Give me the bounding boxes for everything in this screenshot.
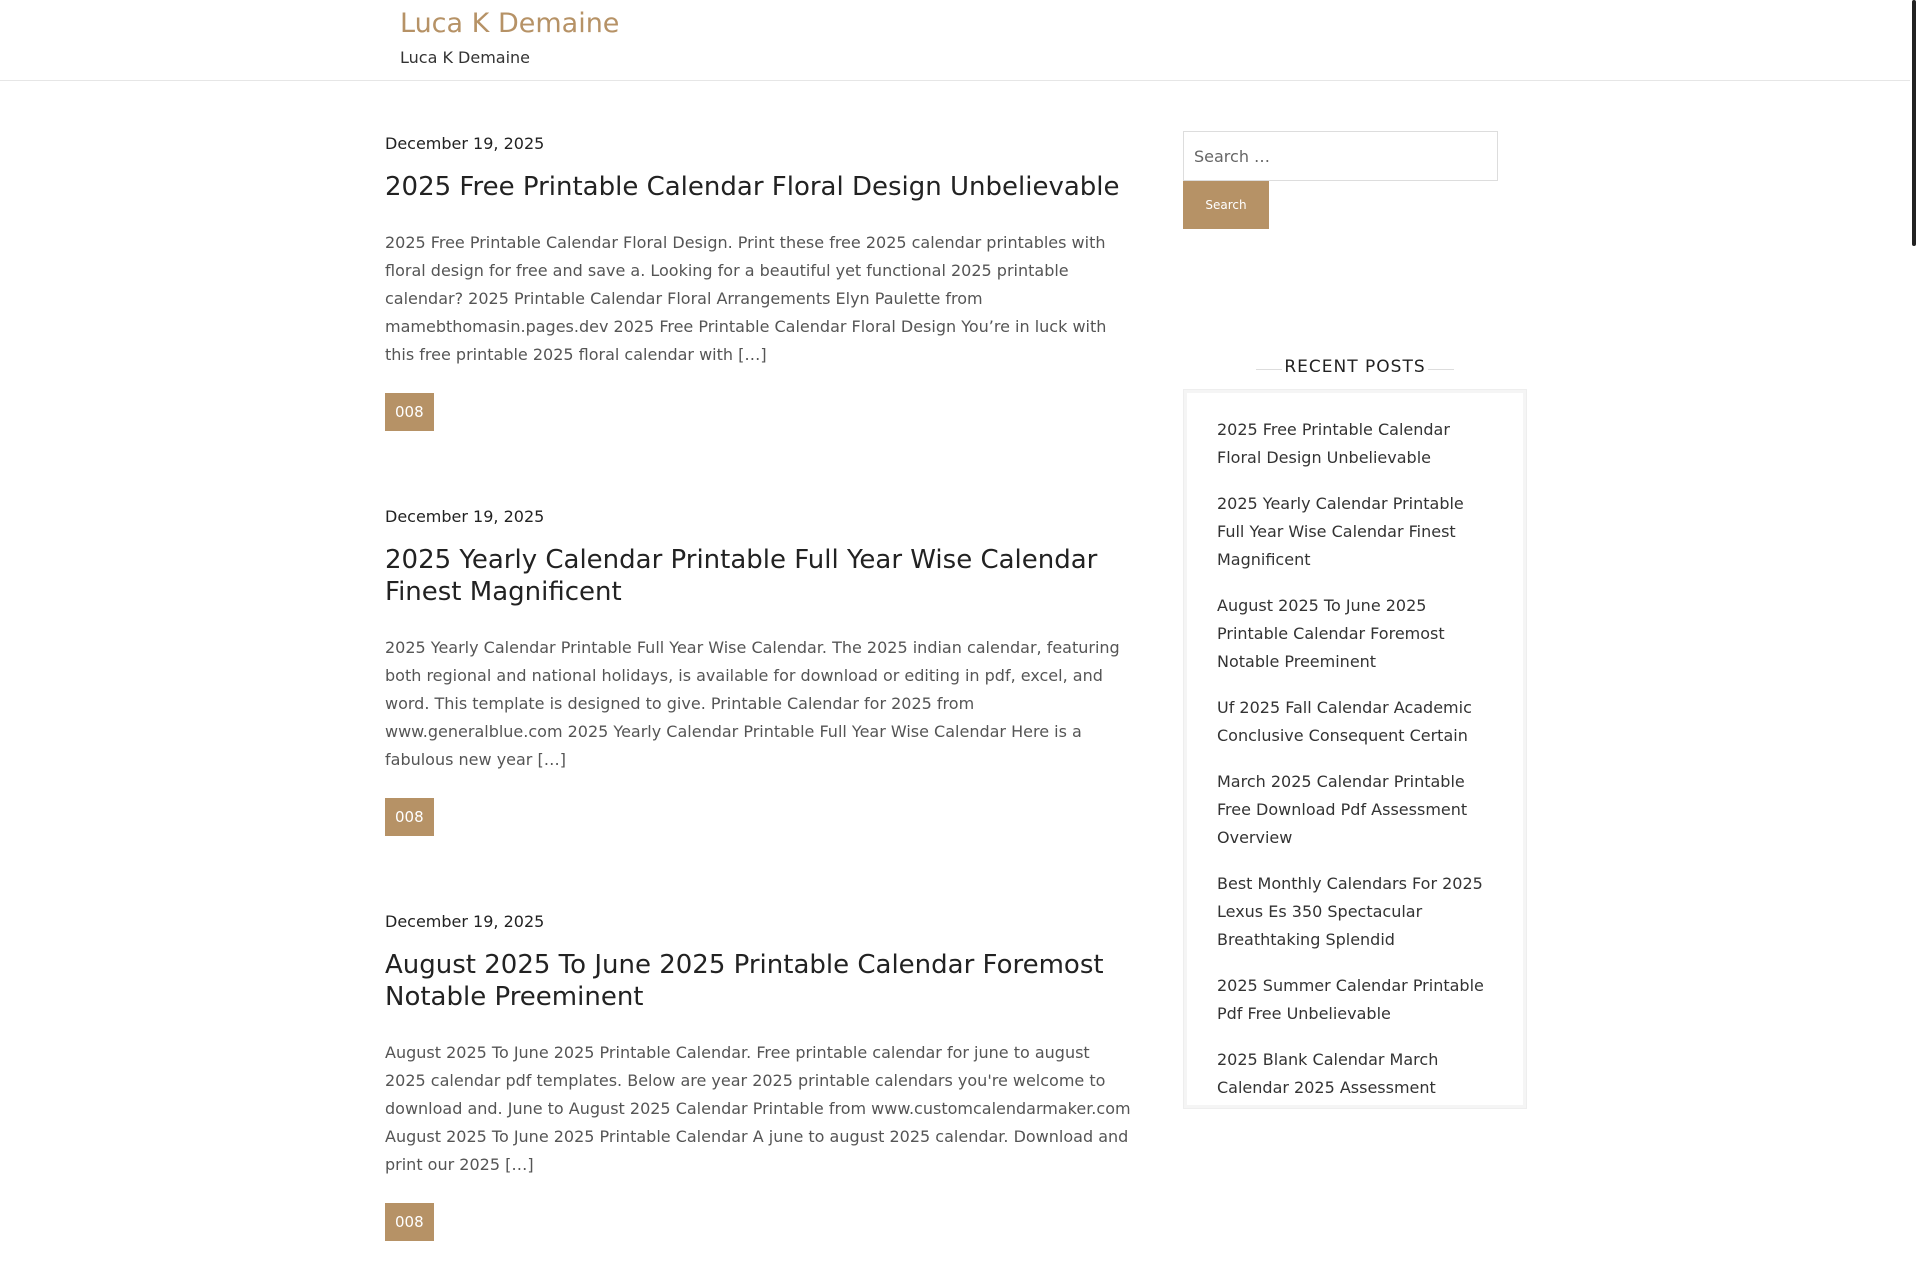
recent-posts-list	[1183, 389, 1527, 1109]
recent-post-link[interactable]: Best Monthly Calendars For 2025 Lexus Es 350 Spectacular Breathtaking Splendid	[1217, 874, 1483, 949]
post-excerpt: August 2025 To June 2025 Printable Calendar. Free printable calendar for june to august 2025 calendar pdf templates. Below are year 2025 printable calendars you're welcome to download and. June to August 2025 Calendar Printable from www.customcalendarmaker.com August 2025 To June 2025 Printable Calendar A june to august 2025 calendar. Download and print our 2025 […]	[385, 1043, 1131, 1174]
post-item	[385, 100, 1131, 431]
recent-posts-heading	[1183, 357, 1527, 381]
post-title[interactable]: 2025 Free Printable Calendar Floral Design Unbelievable	[385, 172, 1120, 202]
heading-divider	[1256, 369, 1282, 370]
recent-post-link[interactable]: March 2025 Calendar Printable Free Download Pdf Assessment Overview	[1217, 772, 1468, 847]
post-excerpt: 2025 Free Printable Calendar Floral Design. Print these free 2025 calendar printables with floral design for free and save a. Looking for a beautiful yet functional 2025 printable calendar? 2025 Printable Calendar Floral Arrangements Elyn Paulette from mamebthomasin.pages.dev 2025 Free Printable Calendar Floral Design You’re in luck with this free printable 2025 floral calendar with […]	[385, 233, 1107, 364]
recent-post-link[interactable]: Uf 2025 Fall Calendar Academic Conclusive Consequent Certain	[1217, 698, 1472, 745]
post-list	[385, 100, 1131, 1283]
heading-divider	[1428, 369, 1454, 370]
category-tag[interactable]: 008	[385, 393, 434, 431]
post-date[interactable]: December 19, 2025	[385, 134, 545, 153]
scrollbar-thumb[interactable]	[1912, 0, 1916, 246]
sidebar	[1183, 131, 1527, 1109]
post-date[interactable]: December 19, 2025	[385, 912, 545, 931]
post-item	[385, 473, 1131, 836]
recent-post-link[interactable]: 2025 Free Printable Calendar Floral Design Unbelievable	[1217, 420, 1450, 467]
recent-posts-title: RECENT POSTS	[1284, 357, 1426, 377]
search-input[interactable]	[1183, 131, 1498, 181]
site-title-link[interactable]: Luca K Demaine	[400, 8, 620, 39]
category-tag[interactable]: 008	[385, 798, 434, 836]
search-button[interactable]: Search	[1183, 181, 1269, 229]
site-header	[0, 0, 1910, 81]
category-tag[interactable]: 008	[385, 1203, 434, 1241]
post-title[interactable]: 2025 Yearly Calendar Printable Full Year Wise Calendar Finest Magnificent	[385, 545, 1098, 607]
recent-post-link[interactable]: August 2025 To June 2025 Printable Calendar Foremost Notable Preeminent	[1217, 596, 1445, 671]
post-excerpt: 2025 Yearly Calendar Printable Full Year Wise Calendar. The 2025 indian calendar, featuring both regional and national holidays, is available for download or editing in pdf, excel, and word. This template is designed to give. Printable Calendar for 2025 from www.generalblue.com 2025 Yearly Calendar Printable Full Year Wise Calendar Here is a fabulous new year […]	[385, 638, 1120, 769]
recent-post-link[interactable]: 2025 Summer Calendar Printable Pdf Free Unbelievable	[1217, 976, 1484, 1023]
recent-post-link[interactable]: 2025 Blank Calendar March Calendar 2025 Assessment	[1217, 1050, 1439, 1097]
site-tagline: Luca K Demaine	[400, 48, 531, 67]
post-title[interactable]: August 2025 To June 2025 Printable Calendar Foremost Notable Preeminent	[385, 950, 1104, 1012]
post-date[interactable]: December 19, 2025	[385, 507, 545, 526]
recent-post-link[interactable]: 2025 Yearly Calendar Printable Full Year Wise Calendar Finest Magnificent	[1217, 494, 1464, 569]
post-item	[385, 878, 1131, 1241]
